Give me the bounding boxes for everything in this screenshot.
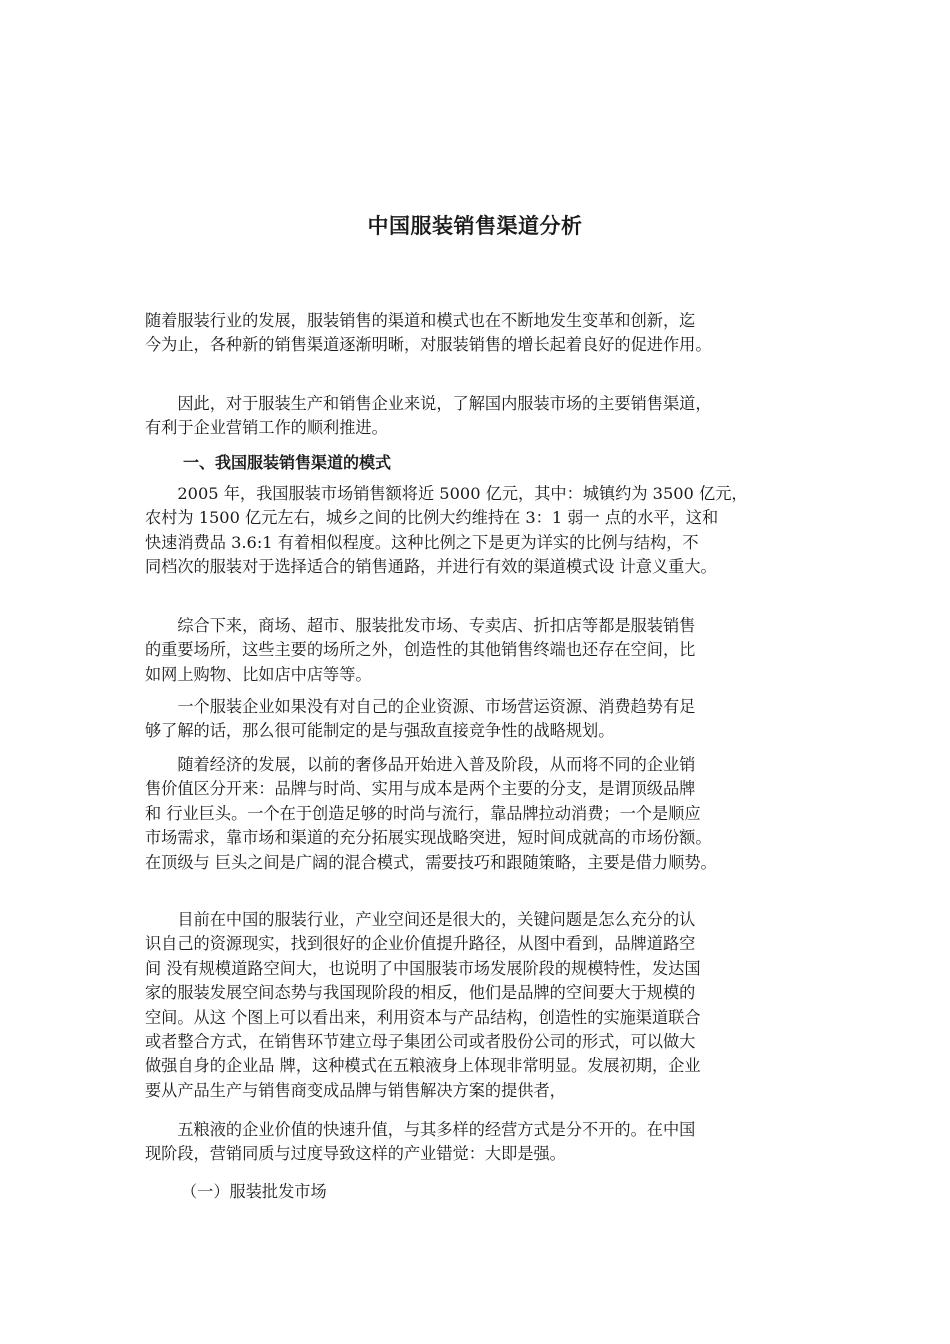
text-line: 综合下来，商场、超市、服装批发市场、专卖店、折扣店等都是服装销售 [145,616,696,635]
text-line: 同档次的服装对于选择适合的销售通路，并进行有效的渠道模式设 计意义重大。 [145,557,717,577]
text-line: 要从产品生产与销售商变成品牌与销售解决方案的提供者， [145,1080,566,1100]
text-line: 有利于企业营销工作的顺利推进。 [145,418,388,438]
paragraph-6 [145,753,813,875]
paragraph-2 [145,392,813,441]
text-line: 五粮液的企业价值的快速升值，与其多样的经营方式是分不开的。在中国 [145,1120,696,1139]
paragraph-5 [145,695,813,744]
text-line: 一个服装企业如果没有对自己的企业资源、市场营运资源、消费趋势有足 [145,697,696,716]
text-line: 家的服装发展空间态势与我国现阶段的相反，他们是品牌的空间要大于规模的 [145,983,696,1003]
text-line: 够了解的话，那么很可能制定的是与强敌直接竞争性的战略规划。 [145,721,615,741]
text-line: 2005 年，我国服装市场销售额将近 5000 亿元，其中：城镇约为 3500 亿元， [145,484,748,503]
paragraph-8 [145,1118,813,1167]
text-line: 因此，对于服装生产和销售企业来说，了解国内服装市场的主要销售渠道， [145,394,712,413]
document-title: 中国服装销售渠道分析 [367,214,583,238]
paragraph-1 [145,309,813,358]
text-line: 今为止，各种新的销售渠道逐渐明晰，对服装销售的增长起着良好的促进作用。 [145,335,712,355]
text-line: 间 没有规模道路空间大，也说明了中国服装市场发展阶段的规模特性，发达国 [145,958,701,978]
text-line: 现阶段，营销同质与过度导致这样的产业错觉：大即是强。 [145,1144,566,1164]
paragraph-4 [145,614,813,687]
text-line: 农村为 1500 亿元左右，城乡之间的比例大约维持在 3：1 弱一 点的水平，这和 [145,508,719,528]
text-line: 和 行业巨头。一个在于创造足够的时尚与流行，靠品牌拉动消费；一个是顺应 [145,803,701,823]
text-line: 或者整合方式，在销售环节建立母子集团公司或者股份公司的形式，可以做大 [145,1032,696,1052]
text-line: 空间。从这 个图上可以看出来，利用资本与产品结构，创造性的实施渠道联合 [145,1007,701,1027]
text-line: 售价值区分开来：品牌与时尚、实用与成本是两个主要的分支，是谓顶级品牌 [145,779,696,799]
text-line: 的重要场所，这些主要的场所之外，创造性的其他销售终端也还存在空间，比 [145,640,696,660]
text-line: 快速消费品 3.6:1 有着相似程度。这种比例之下是更为详实的比例与结构，不 [145,532,699,552]
text-line: 随着经济的发展，以前的奢侈品开始进入普及阶段，从而将不同的企业销 [145,755,696,774]
section-heading: 一、我国服装销售渠道的模式 [183,453,392,472]
paragraph-7 [145,908,813,1103]
text-line: 目前在中国的服装行业，产业空间还是很大的，关键问题是怎么充分的认 [145,910,696,929]
text-line: 如网上购物、比如店中店等等。 [145,664,372,684]
subsection-heading: （一）服装批发市场 [181,1182,327,1201]
text-line: 做强自身的企业品 牌，这种模式在五粮液身上体现非常明显。发展初期，企业 [145,1056,701,1076]
text-line: 随着服装行业的发展，服装销售的渠道和模式也在不断地发生变革和创新，迄 [145,311,696,330]
paragraph-3 [145,482,813,580]
text-line: 市场需求，靠市场和渠道的充分拓展实现战略突进，短时间成就高的市场份额。 [145,828,712,848]
text-line: 在顶级与 巨头之间是广阔的混合模式，需要技巧和跟随策略，主要是借力顺势。 [145,852,717,872]
text-line: 识自己的资源现实，找到很好的企业价值提升路径，从图中看到，品牌道路空 [145,934,696,954]
